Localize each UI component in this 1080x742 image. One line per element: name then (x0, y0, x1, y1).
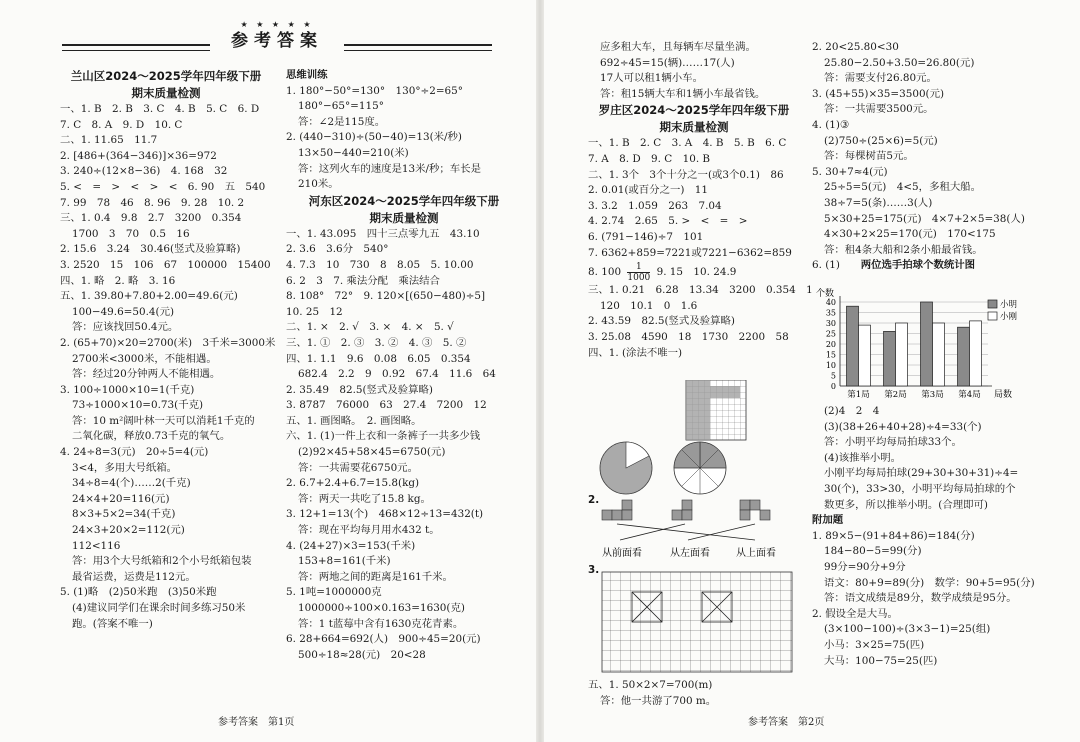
answer-line: 10. 25 12 (286, 305, 343, 318)
answer-line: 应多租大车，且每辆车尽量坐满。 (600, 41, 756, 53)
answer-line: 2. 20<25.80<30 (812, 41, 899, 53)
answer-line: (3×100−100)÷(3×3−1)=25(组) (824, 623, 991, 636)
column-4 (812, 40, 1052, 274)
answer-line: 答：他一共游了700 m。 (600, 694, 717, 707)
answer-line: 大马：100−75=25(匹) (824, 654, 938, 667)
answer-line: 答：语文成绩是89分，数学成绩是95分。 (824, 592, 1017, 605)
answer-line: 答：∠2是115度。 (298, 115, 386, 128)
answer-line: 3. 3.2 1.059 263 7.04 (588, 199, 722, 212)
y-axis-label: 个数 (816, 289, 835, 299)
column-4-lower (812, 404, 1052, 669)
answer-line: 四、1. (涂法不唯一) (588, 346, 683, 359)
answer-line: 2. 6.7+2.4+6.7=15.8(kg) (286, 477, 420, 490)
answer-line: 3. 12+1=13(个) 468×12÷13=432(t) (286, 508, 484, 521)
answer-line: 答：用3个大号纸箱和2个小号纸箱包装 (72, 555, 252, 568)
answer-line: 3. (45+55)×35=3500(元) (812, 87, 945, 100)
answer-line: 3. 100÷1000×10=1(千克) (60, 383, 195, 396)
view-label-left: 从左面看 (670, 548, 710, 559)
answer-line: 四、1. 略 2. 略 3. 16 (60, 274, 176, 287)
answer-line: 5. < = > < > < 6. 90 五 540 (60, 180, 266, 193)
chart-title: 两位选手拍球个数统计图 (860, 259, 976, 272)
answer-line: 二氧化碳，释放0.73千克的氧气。 (72, 430, 231, 443)
answer-line: 99分=90分+9分 (824, 560, 906, 573)
header-rule-right (344, 44, 492, 51)
answer-line: 答：两天一共吃了15.8 kg。 (298, 492, 431, 505)
answer-line: 2. 3.6 3.6分 540° (286, 243, 389, 256)
answer-line: 180°−65°=115° (298, 100, 384, 113)
answer-line: 2. 0.01(或百分之一) 11 (588, 184, 709, 197)
answer-line: 数更多，所以推举小明。(合理即可) (824, 498, 988, 511)
y-tick-label: 40 (825, 298, 836, 307)
fraction-numerator: 1 (627, 262, 650, 273)
answer-line: 五、1. 50×2×7=700(m) (588, 679, 713, 691)
answer-line: 7. 99 78 46 8. 96 9. 28 10. 2 (60, 196, 245, 209)
answer-line: 二、1. 3个 3个十分之一(或3个0.1) 86 (588, 168, 784, 181)
answer-line: 答：一共需要花6750元。 (298, 461, 418, 474)
answer-line: (4)该推举小明。 (824, 451, 902, 464)
y-tick-label: 0 (830, 382, 836, 391)
answer-line: 153+8=161(千米) (298, 555, 391, 568)
answer-line: 六、1. (1)一件上衣和一条裤子一共多少钱 (286, 430, 481, 443)
bar-xiaoming (847, 306, 859, 386)
answer-line: 答：应该找回50.4元。 (72, 321, 179, 334)
answer-line: 1000000÷100×0.163=1630(克) (298, 602, 465, 614)
answer-line: (3)(38+26+40+28)÷4=33(个) (824, 420, 982, 433)
geometry-figures (590, 380, 795, 678)
answer-line: 500÷18≈28(元) 20<28 (298, 648, 426, 661)
answer-header (62, 20, 492, 60)
answer-line: 24×3+20×2=112(元) (72, 524, 185, 537)
legend-swatch (988, 312, 997, 320)
answer-line: 跑。(答案不唯一) (72, 617, 153, 630)
view-label-front: 从前面看 (602, 548, 642, 559)
answer-line: 一、1. B 2. B 3. C 4. B 5. C 6. D (60, 103, 260, 115)
answer-line (588, 261, 800, 283)
answer-line: 4. 2.74 2.65 5. > < = > (588, 215, 748, 228)
x-tick-label: 第2局 (884, 390, 907, 400)
answer-line: 2. (65+70)×20=2700(米) 3千米=3000米 (60, 336, 276, 349)
shaded-grid-figure (686, 380, 746, 440)
legend-swatch (988, 300, 997, 308)
question-2-label (588, 493, 599, 509)
header-rule-left (62, 44, 210, 51)
section-subheading: 期末质量检测 (369, 210, 439, 225)
y-tick-label: 35 (825, 308, 836, 318)
answer-line: 答：10 m²阔叶林一天可以消耗1千克的 (72, 414, 255, 427)
answer-line: 三、1. 0.4 9.8 2.7 3200 0.354 (60, 212, 242, 225)
answer-line: 3. 25.08 4590 18 1730 2200 58 (588, 330, 789, 343)
answer-line: 210米。 (298, 178, 339, 191)
answer-line: 7. C 8. A 9. D 10. C (60, 118, 183, 131)
answer-line: 答：1 t蓝莓中含有1630克花青素。 (298, 617, 464, 630)
answer-line: 7. A 8. D 9. C 10. B (588, 152, 711, 165)
section-heading: 罗庄区2024～2025学年四年级下册 (598, 103, 790, 118)
answer-line: 38÷7=5(条)……3(人) (824, 196, 933, 209)
x-tick-label: 第4局 (958, 390, 981, 400)
bar-xiaogang (970, 321, 982, 386)
column-2 (286, 68, 522, 663)
y-tick-label: 20 (825, 340, 836, 349)
legend-label: 小明 (1000, 300, 1018, 310)
answer-line: 三、1. 0.21 6.28 13.34 3200 0.354 1 (588, 284, 813, 297)
answer-line: 3. 8787 76000 63 27.4 7200 12 (286, 399, 487, 412)
answer-line: 8×3+5×2=34(千克) (72, 508, 176, 521)
answer-line: 语文：80+9=89(分) 数学：90+5=95(分) (824, 576, 1035, 589)
answer-line: 五、1. 画图略。 2. 画图略。 (286, 414, 422, 427)
answer-line: 2. 假设全是大马。 (812, 607, 898, 620)
answer-line: 2. (440−310)÷(50−40)=13(米/秒) (286, 131, 462, 144)
answer-line: 100−49.6=50.4(元) (72, 305, 175, 318)
q3-number: 3. (588, 564, 600, 576)
page-gutter (536, 0, 544, 742)
answer-line: 5. 1吨=1000000克 (286, 586, 382, 599)
column-1 (60, 68, 276, 632)
answer-line: (2)4 2 4 (824, 405, 880, 417)
answer-line: 1. 180°−50°=130° 130°÷2=65° (286, 84, 463, 97)
answer-line: 4. (1)③ (812, 118, 850, 131)
answer-line: 7. 6362+859=7221或7221−6362=859 (588, 246, 792, 259)
answer-line: (2)750÷(25×6)=5(元) (824, 134, 938, 147)
answer-line: 二、1. × 2. √ 3. × 4. × 5. √ (286, 321, 454, 334)
answer-line: 二、1. 11.65 11.7 (60, 134, 158, 147)
answer-line: 13×50−440=210(米) (298, 146, 409, 159)
answer-line: 答：一共需要3500元。 (824, 103, 934, 116)
question-6-row (812, 258, 1052, 274)
answer-8: 8. 100 (588, 266, 622, 279)
answer-line: 答：这列火车的速度是13米/秒；车长是 (298, 162, 481, 175)
section-heading-thinking: 思维训练 (286, 69, 328, 81)
answer-line: 8. 108° 72° 9. 120×[(650−480)÷5] (286, 290, 486, 303)
answer-line: 小刚平均每局拍球(29+30+30+31)÷4= (824, 467, 1019, 480)
answer-line: 答：每棵树苗5元。 (824, 150, 914, 163)
header-stars: ★ ★ ★ ★ ★ (240, 20, 314, 29)
answer-line: 112<116 (72, 539, 121, 552)
answer-line: 2. 15.6 3.24 30.46(竖式及验算略) (60, 243, 241, 256)
bar-xiaogang (859, 325, 871, 386)
answer-line: 3<4，多用大号纸箱。 (72, 461, 178, 474)
answer-line: 25÷5=5(元) 4<5，多租大船。 (824, 181, 982, 194)
answer-line: 答：租15辆大车和1辆小车最省钱。 (600, 87, 766, 100)
answer-line: 2700米<3000米，不能相遇。 (72, 352, 217, 365)
fraction-denominator: 1000 (627, 272, 651, 283)
answer-line: 答：租4条大船和2条小船最省钱。 (824, 243, 983, 256)
answer-line: (4)建议同学们在课余时间多练习50米 (72, 602, 246, 614)
bar-chart (812, 286, 1042, 406)
x-axis-label: 局数 (994, 390, 1013, 400)
footer-page-2: 参考答案 第2页 (748, 717, 825, 728)
answer-line: 5. (1)略 (2)50米跑 (3)50米跑 (60, 586, 217, 599)
bar-xiaogang (933, 323, 945, 386)
bar-xiaoming (958, 327, 970, 386)
answer-line: 答：小明平均每局拍球33个。 (824, 436, 962, 449)
answer-line: 一、1. B 2. C 3. A 4. B 5. B 6. C (588, 137, 787, 150)
answer-line: 2. 35.49 82.5(竖式及验算略) (286, 383, 433, 396)
answer-line: 17人可以租1辆小车。 (600, 72, 703, 85)
answer-line: 5×30+25=175(元) 4×7+2×5=38(人) (824, 212, 1025, 225)
answer-line: 答：现在平均每月用水432 t。 (298, 524, 440, 537)
answer-line: 1. 89×5−(91+84+86)=184(分) (812, 529, 975, 542)
column-3-bottom (588, 678, 800, 709)
section-heading: 兰山区2024～2025学年四年级下册 (70, 69, 262, 83)
answer-line: 答：经过20分钟两人不能相遇。 (72, 368, 221, 381)
answer-line: 2. 43.59 82.5(竖式及验算略) (588, 315, 735, 328)
answer-line: 25.80−2.50+3.50=26.80(元) (824, 56, 975, 69)
answer-line: 24×4+20=116(元) (72, 492, 170, 505)
legend-label: 小刚 (1000, 312, 1018, 322)
q6-label: 6. (1) (812, 259, 840, 272)
q2-number: 2. (588, 494, 600, 506)
answer-line: 6. 28+664=692(人) 900÷45=20(元) (286, 633, 481, 646)
y-tick-label: 10 (825, 361, 836, 370)
answer-line: 最省运费，运费是112元。 (72, 570, 196, 583)
answer-line: 2. [486+(364−346)]×36=972 (60, 149, 217, 162)
footer-page-1: 参考答案 第1页 (218, 717, 295, 728)
answer-line: 34÷8=4(个)……2(千克) (72, 477, 191, 490)
answer-line: 4. 7.3 10 730 8 8.05 5. 10.00 (286, 258, 474, 271)
view-squares (602, 500, 770, 540)
answer-line: 3. 2520 15 106 67 100000 15400 (60, 258, 271, 271)
x-tick-label: 第1局 (847, 390, 870, 400)
answer-line: 6. 2 3 7. 乘法分配 乘法结合 (286, 274, 440, 287)
answer-9-10: 9. 15 10. 24.9 (656, 266, 737, 279)
x-tick-label: 第3局 (921, 390, 944, 400)
answer-line: 答：需要支付26.80元。 (824, 72, 937, 85)
answer-line: 4. (24+27)×3=153(千米) (286, 539, 416, 552)
answer-line: 1700 3 70 0.5 16 (72, 227, 190, 240)
y-tick-label: 30 (825, 319, 836, 328)
fraction (627, 262, 650, 283)
answer-line: 四、1. 1.1 9.6 0.08 6.05 0.354 (286, 352, 471, 365)
answer-line: 4×30+2×25=170(元) 170<175 (824, 228, 996, 241)
bar-xiaogang (896, 323, 908, 386)
answer-line: (2)92×45+58×45=6750(元) (298, 446, 446, 459)
section-subheading: 期末质量检测 (131, 86, 201, 100)
column-3 (588, 40, 813, 361)
page-title: 参考答案 (231, 31, 323, 51)
bar-xiaoming (921, 302, 933, 386)
answer-line: 3. 240÷(12×8−36) 4. 168 32 (60, 165, 228, 178)
question-3-label (588, 563, 599, 579)
answer-line: 一、1. 43.095 四十三点零九五 43.10 (286, 227, 480, 240)
y-tick-label: 15 (825, 350, 836, 360)
answer-line: 4. 24÷8=3(元) 20÷5=4(元) (60, 446, 209, 459)
answer-line: 五、1. 39.80+7.80+2.00=49.6(元) (60, 290, 238, 303)
y-tick-label: 25 (825, 329, 836, 339)
circle-figures (600, 442, 726, 494)
answer-line: 692÷45=15(辆)……17(人) (600, 56, 735, 69)
section-heading: 河东区2024～2025学年四年级下册 (308, 193, 500, 208)
answer-line: 73÷1000×10=0.73(千克) (72, 399, 204, 412)
section-subheading: 期末质量检测 (659, 120, 729, 135)
answer-line: 三、1. ① 2. ③ 3. ② 4. ③ 5. ② (286, 336, 467, 349)
view-label-top: 从上面看 (736, 548, 776, 559)
answer-line: 5. 30+7≈4(元) (812, 165, 888, 178)
answer-line: 6. (791−146)÷7 101 (588, 230, 704, 243)
answer-line: 184−80−5=99(分) (824, 545, 922, 558)
answer-line: 682.4 2.2 9 0.92 67.4 11.6 64 (298, 368, 496, 381)
y-tick-label: 5 (830, 371, 836, 381)
section-heading-extra: 附加题 (812, 514, 844, 527)
answer-line: 120 10.1 0 1.6 (600, 299, 698, 312)
drawing-grid (602, 572, 792, 672)
answer-line: 小马：3×25=75(匹) (824, 638, 925, 651)
bar-xiaoming (884, 331, 896, 386)
answer-line: 30(个)，33>30，小明平均每局拍球的个 (824, 482, 1016, 495)
answer-line: 答：两地之间的距离是161千米。 (298, 570, 453, 583)
